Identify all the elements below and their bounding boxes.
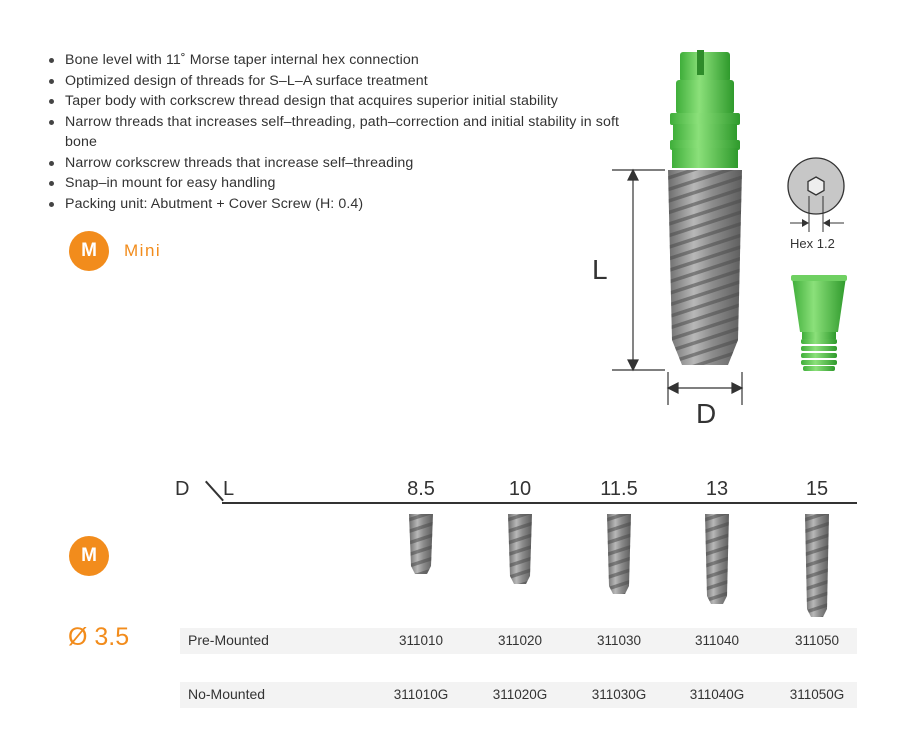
product-code: 311010G bbox=[393, 687, 449, 702]
product-code: 311050 bbox=[794, 633, 840, 648]
feature-item: Narrow threads that increases self–threading, path–correction and initial stability in soft bone bbox=[48, 112, 638, 153]
feature-item: Snap–in mount for easy handling bbox=[48, 173, 638, 194]
length-col-13: 13 bbox=[705, 478, 729, 500]
hex-label: Hex 1.2 bbox=[790, 236, 835, 251]
row-label: No-Mounted bbox=[188, 686, 266, 702]
implant-thumb-10 bbox=[508, 514, 532, 584]
implant-thumb-15 bbox=[805, 514, 829, 617]
product-code: 311020 bbox=[497, 633, 543, 648]
product-code: 311030G bbox=[591, 687, 647, 702]
product-code: 311040 bbox=[694, 633, 740, 648]
diameter-label: D bbox=[696, 398, 717, 429]
header-rule bbox=[222, 502, 857, 504]
table-mini-badge: M bbox=[69, 536, 109, 576]
implant-thumb-11.5 bbox=[607, 514, 631, 594]
hex-detail bbox=[788, 158, 844, 232]
product-code: 311040G bbox=[689, 687, 745, 702]
feature-item: Packing unit: Abutment + Cover Screw (H: 0.4) bbox=[48, 194, 638, 215]
length-col-10: 10 bbox=[508, 478, 532, 500]
length-col-11.5: 11.5 bbox=[600, 478, 638, 500]
feature-list bbox=[48, 50, 638, 214]
length-label: L bbox=[592, 254, 608, 285]
table-row-pre-mounted bbox=[180, 628, 857, 654]
header-diagonal bbox=[205, 481, 224, 501]
product-code: 311030 bbox=[596, 633, 642, 648]
table-row-no-mounted bbox=[180, 682, 857, 708]
diameter-header: D bbox=[175, 478, 190, 500]
row-label: Pre-Mounted bbox=[188, 632, 269, 648]
length-col-8.5: 8.5 bbox=[407, 478, 435, 500]
length-col-15: 15 bbox=[805, 478, 829, 500]
table-implant-images bbox=[409, 514, 829, 617]
length-header: L bbox=[223, 478, 235, 500]
implant-thumb-13 bbox=[705, 514, 729, 604]
feature-item: Optimized design of threads for S–L–A surface treatment bbox=[48, 71, 638, 92]
green-mount bbox=[670, 50, 740, 168]
implant-body bbox=[668, 170, 742, 365]
feature-item: Taper body with corkscrew thread design that acquires superior initial stability bbox=[48, 91, 638, 112]
feature-item: Narrow corkscrew threads that increase self–threading bbox=[48, 153, 638, 174]
product-code: 311050G bbox=[789, 687, 845, 702]
product-code: 311010 bbox=[398, 633, 444, 648]
product-code: 311020G bbox=[492, 687, 548, 702]
feature-item: Bone level with 11˚ Morse taper internal hex connection bbox=[48, 50, 638, 71]
diameter-value: Ø 3.5 bbox=[68, 623, 130, 651]
mini-label: Mini bbox=[124, 241, 162, 260]
table-corner-header bbox=[175, 478, 235, 501]
cover-screw bbox=[791, 275, 847, 371]
mini-badge: M bbox=[69, 231, 109, 271]
implant-thumb-8.5 bbox=[409, 514, 433, 574]
